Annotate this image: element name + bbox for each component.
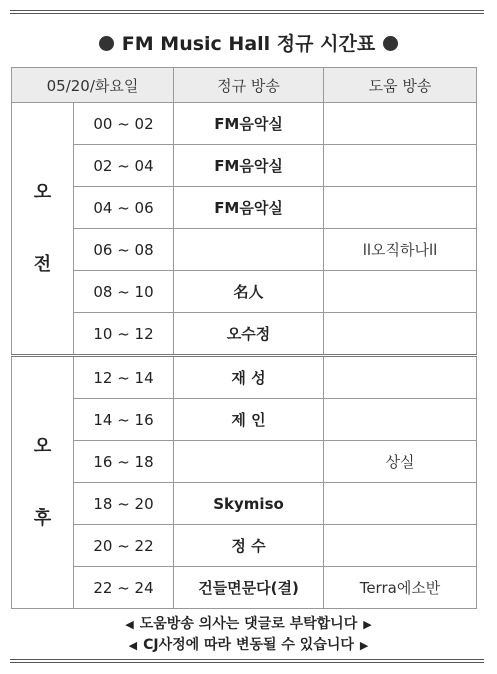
help-cell xyxy=(324,145,477,187)
table-row xyxy=(12,145,477,187)
top-rule-2 xyxy=(10,13,484,14)
help-cell: ll오직하나ll xyxy=(324,229,477,271)
regular-cell: FM음악실 xyxy=(174,145,324,187)
bullet-icon xyxy=(383,36,398,51)
table-row xyxy=(12,525,477,567)
table-row xyxy=(12,229,477,271)
help-cell xyxy=(324,187,477,229)
help-header: 도움 방송 xyxy=(324,68,477,103)
left-triangle-icon: ◀ xyxy=(125,618,134,631)
help-cell xyxy=(324,271,477,313)
table-row xyxy=(12,356,477,399)
am-label: 오 전 xyxy=(12,103,74,356)
bullet-icon xyxy=(99,36,114,51)
table-row xyxy=(12,103,477,145)
time-cell: 14 ~ 16 xyxy=(74,399,174,441)
pm-label: 오 후 xyxy=(12,356,74,609)
help-cell xyxy=(324,313,477,356)
help-cell xyxy=(324,356,477,399)
time-cell: 00 ~ 02 xyxy=(74,103,174,145)
table-row xyxy=(12,441,477,483)
date-header: 05/20/화요일 xyxy=(12,68,174,103)
bottom-rule-1 xyxy=(10,659,484,660)
left-triangle-icon: ◀ xyxy=(128,639,138,652)
top-rule-1 xyxy=(10,10,484,11)
regular-cell: 정 수 xyxy=(174,525,324,567)
time-cell: 02 ~ 04 xyxy=(74,145,174,187)
table-row xyxy=(12,313,477,356)
regular-cell: 名人 xyxy=(174,271,324,313)
bottom-rule-2 xyxy=(10,662,484,663)
help-cell xyxy=(324,483,477,525)
regular-cell: FM음악실 xyxy=(174,187,324,229)
footer-notes xyxy=(0,614,497,656)
regular-header: 정규 방송 xyxy=(174,68,324,103)
time-cell: 12 ~ 14 xyxy=(74,356,174,399)
regular-cell xyxy=(174,441,324,483)
help-cell xyxy=(324,525,477,567)
help-cell: Terra에소반 xyxy=(324,567,477,609)
time-cell: 18 ~ 20 xyxy=(74,483,174,525)
time-cell: 20 ~ 22 xyxy=(74,525,174,567)
table-row xyxy=(12,399,477,441)
time-cell: 06 ~ 08 xyxy=(74,229,174,271)
time-cell: 04 ~ 06 xyxy=(74,187,174,229)
header-row xyxy=(12,68,477,103)
right-triangle-icon: ▶ xyxy=(359,639,369,652)
schedule-table xyxy=(11,67,477,609)
regular-cell xyxy=(174,229,324,271)
help-cell xyxy=(324,399,477,441)
note-line: ◀ CJ사정에 따라 변동될 수 있습니다 ▶ xyxy=(128,637,369,653)
table-row xyxy=(12,271,477,313)
right-triangle-icon: ▶ xyxy=(363,618,372,631)
table-row xyxy=(12,483,477,525)
time-cell: 16 ~ 18 xyxy=(74,441,174,483)
regular-cell: 오수정 xyxy=(174,313,324,356)
help-cell xyxy=(324,103,477,145)
time-cell: 10 ~ 12 xyxy=(74,313,174,356)
page-title xyxy=(0,31,497,57)
help-cell: 상실 xyxy=(324,441,477,483)
time-cell: 08 ~ 10 xyxy=(74,271,174,313)
regular-cell: 제 인 xyxy=(174,399,324,441)
note-line: ◀ 도움방송 의사는 댓글로 부탁합니다 ▶ xyxy=(125,616,372,632)
regular-cell: Skymiso xyxy=(174,483,324,525)
regular-cell: 건들면문다(결) xyxy=(174,567,324,609)
table-row xyxy=(12,187,477,229)
regular-cell: FM음악실 xyxy=(174,103,324,145)
title-text: FM Music Hall 정규 시간표 xyxy=(121,33,376,55)
time-cell: 22 ~ 24 xyxy=(74,567,174,609)
table-row xyxy=(12,567,477,609)
regular-cell: 재 성 xyxy=(174,356,324,399)
